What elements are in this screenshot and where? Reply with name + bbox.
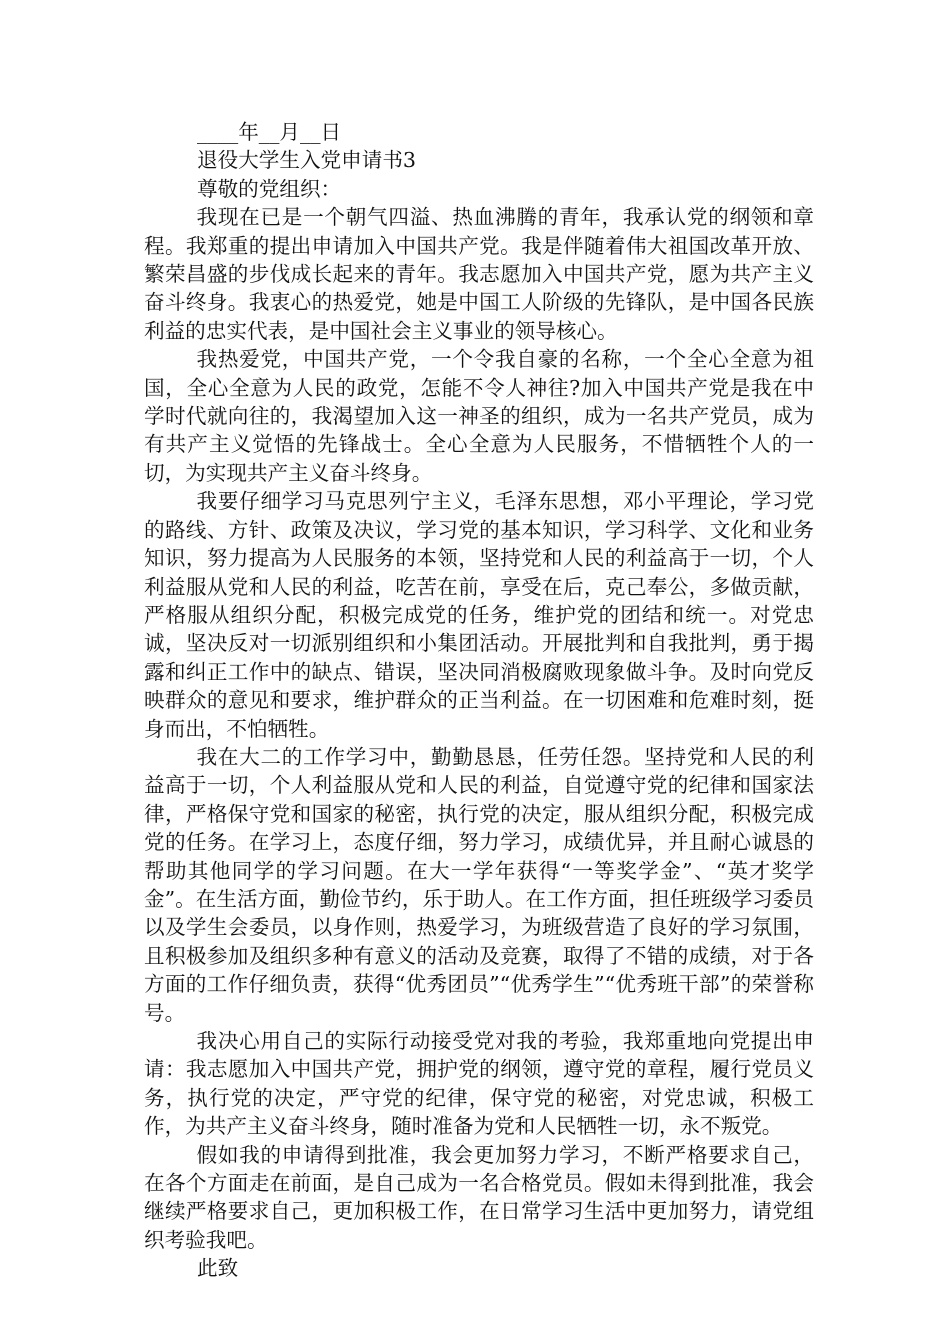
salutation: 尊敬的党组织：: [197, 176, 342, 201]
paragraph-1: 我现在已是一个朝气四溢、热血沸腾的青年，我承认党的纲领和章程。我郑重的提出申请加入中国共产党。我是伴随着伟大祖国改革开放、繁荣昌盛的步伐成长起来的青年。我志愿加入中国共产党，愿为共产主义奋斗终身。我衷心的热爱党，她是中国工人阶级的先锋队，是中国各民族利益的忠实代表，是中国社会主义事业的领导核心。: [144, 205, 814, 343]
paragraph-5: 我决心用自己的实际行动接受党对我的考验，我郑重地向党提出申请：我志愿加入中国共产党，拥护党的纲领，遵守党的章程，履行党员义务，执行党的决定，严守党的纪律，保守党的秘密，对党忠诚，积极工作，为共产主义奋斗终身，随时准备为党和人民牺牲一切，永不叛党。: [144, 1029, 814, 1139]
paragraph-6: 假如我的申请得到批准，我会更加努力学习，不断严格要求自己，在各个方面走在前面，是自己成为一名合格党员。假如未得到批准，我会继续严格要求自己，更加积极工作，在日常学习生活中更加努力，请党组织考验我吧。: [144, 1142, 814, 1252]
paragraph-4: 我在大二的工作学习中，勤勤恳恳，任劳任怨。坚持党和人民的利益高于一切，个人利益服从党和人民的利益，自觉遵守党的纪律和国家法律，严格保守党和国家的秘密，执行党的决定，服从组织分配，积极完成党的任务。在学习上，态度仔细，努力学习，成绩优异，并且耐心诚恳的帮助其他同学的学习问题。在大一学年获得“一等奖学金”、“英才奖学金”。在生活方面，勤俭节约，乐于助人。在工作方面，担任班级学习委员以及学生会委员，以身作则，热爱学习，为班级营造了良好的学习氛围，且积极参加及组织多种有意义的活动及竞赛，取得了不错的成绩，对于各方面的工作仔细负责，获得“优秀团员”“优秀学生”“优秀班干部”的荣誉称号。: [144, 744, 814, 1025]
paragraph-2: 我热爱党，中国共产党，一个令我自豪的名称，一个全心全意为祖国，全心全意为人民的政党，怎能不令人神往?加入中国共产党是我在中学时代就向往的，我渴望加入这一神圣的组织，成为一名共产党员，成为有共产主义觉悟的先锋战士。全心全意为人民服务，不惜牺牲个人的一切，为实现共产主义奋斗终身。: [144, 347, 814, 485]
paragraph-3: 我要仔细学习马克思列宁主义，毛泽东思想，邓小平理论，学习党的路线、方针、政策及决议，学习党的基本知识，学习科学、文化和业务知识，努力提高为人民服务的本领，坚持党和人民的利益高于一切，个人利益服从党和人民的利益，吃苦在前，享受在后，克己奉公，多做贡献，严格服从组织分配，积极完成党的任务，维护党的团结和统一。对党忠诚，坚决反对一切派别组织和小集团活动。开展批判和自我批判，勇于揭露和纠正工作中的缺点、错误，坚决同消极腐败现象做斗争。及时向党反映群众的意见和要求，维护群众的正当利益。在一切困难和危难时刻，挺身而出，不怕牺牲。: [144, 489, 814, 741]
document-title: 退役大学生入党申请书3: [197, 148, 417, 173]
closing: 此致: [197, 1256, 239, 1281]
date-line: ____年__月__日: [197, 120, 342, 144]
document-body: [144, 118, 814, 1283]
